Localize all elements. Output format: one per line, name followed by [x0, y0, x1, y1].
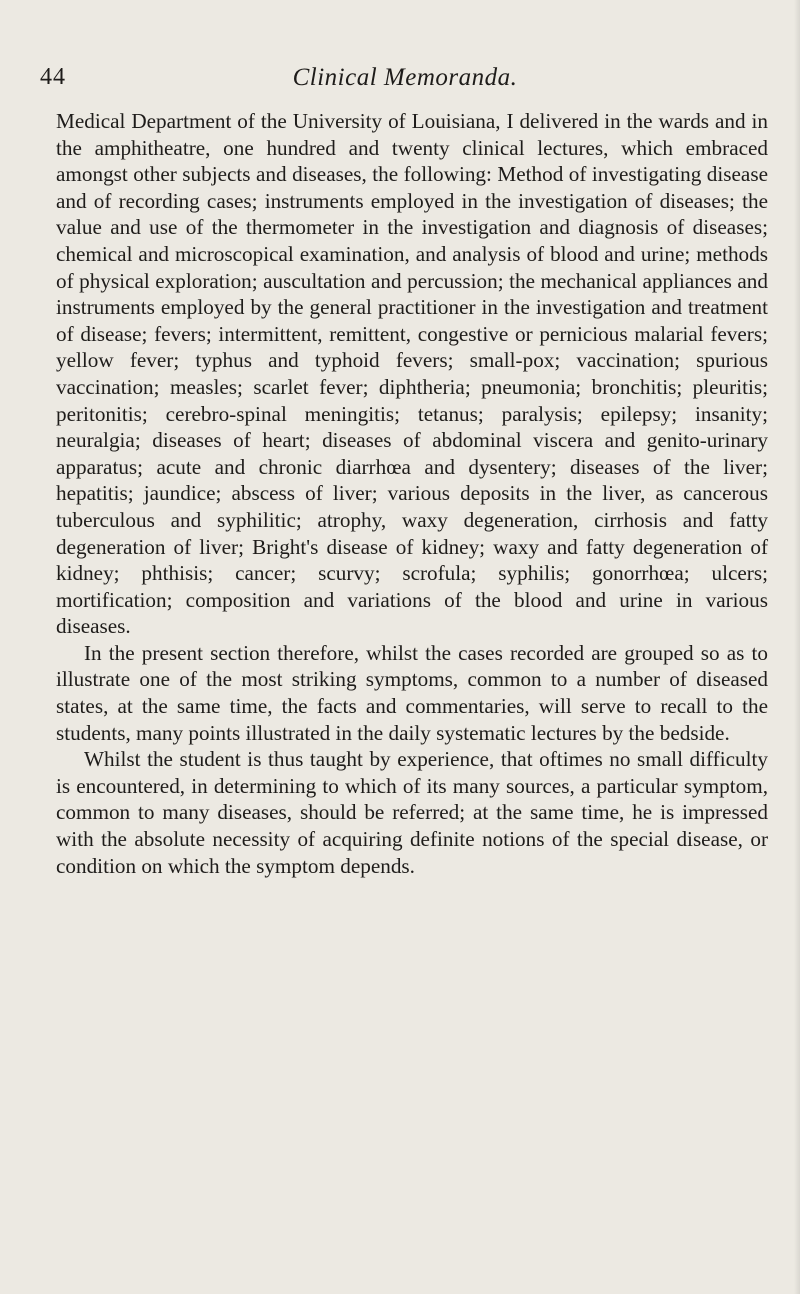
- page-header: [40, 64, 770, 100]
- body-text: [56, 108, 768, 879]
- running-title: Clinical Memoranda.: [292, 64, 518, 91]
- page-edge-shadow: [794, 0, 800, 1294]
- page-number: 44: [40, 64, 66, 90]
- paragraph: In the present section therefore, whilst the cases recorded are grouped so as to illustrate one of the most striking symptoms, common to a number of diseased states, at the same time, the facts and commentaries, will serve to recall to the students, many points illustrated in the daily systematic lectures by the bedside.: [56, 640, 768, 745]
- paragraph-continued: Medical Department of the University of Louisiana, I delivered in the wards and in the amphitheatre, one hundred and twenty clinical lectures, which embraced amongst other subjects and diseases, the following: Method of investigating disease and of recording cases; instruments employed in the investigation of diseases; the value and use of the thermometer in the investigation and diagnosis of diseases; chemical and microscopical examination, and analysis of blood and urine; methods of physical exploration; auscultation and percussion; the mechanical appliances and instruments employed by the general practitioner in the investigation and treatment of disease; fevers; intermittent, remittent, congestive or pernicious malarial fevers; yellow fever; typhus and typhoid fevers; small-pox; vaccination; spurious vaccination; measles; scarlet fever; diphtheria; pneumonia; bronchitis; pleuritis; peritonitis; cerebro-spinal meningitis; tetanus; paralysis; epilepsy; insanity; neuralgia; diseases of heart; diseases of abdominal viscera and genito-urinary apparatus; acute and chronic diarrhœa and dysentery; diseases of the liver; hepatitis; jaundice; abscess of liver; various deposits in the liver, as cancerous tuberculous and syphilitic; atrophy, waxy degeneration, cirrhosis and fatty degeneration of liver; Bright's disease of kidney; waxy and fatty degeneration of kidney; phthisis; cancer; scurvy; scrofula; syphilis; gonorrhœa; ulcers; mortification; composition and variations of the blood and urine in various diseases.: [56, 109, 768, 639]
- paragraph: Whilst the student is thus taught by experience, that oftimes no small difficulty is encountered, in determining to which of its many sources, a particular symptom, common to many diseases, should be referred; at the same time, he is impressed with the absolute necessity of acquiring definite notions of the special disease, or condition on which the symptom depends.: [56, 747, 768, 878]
